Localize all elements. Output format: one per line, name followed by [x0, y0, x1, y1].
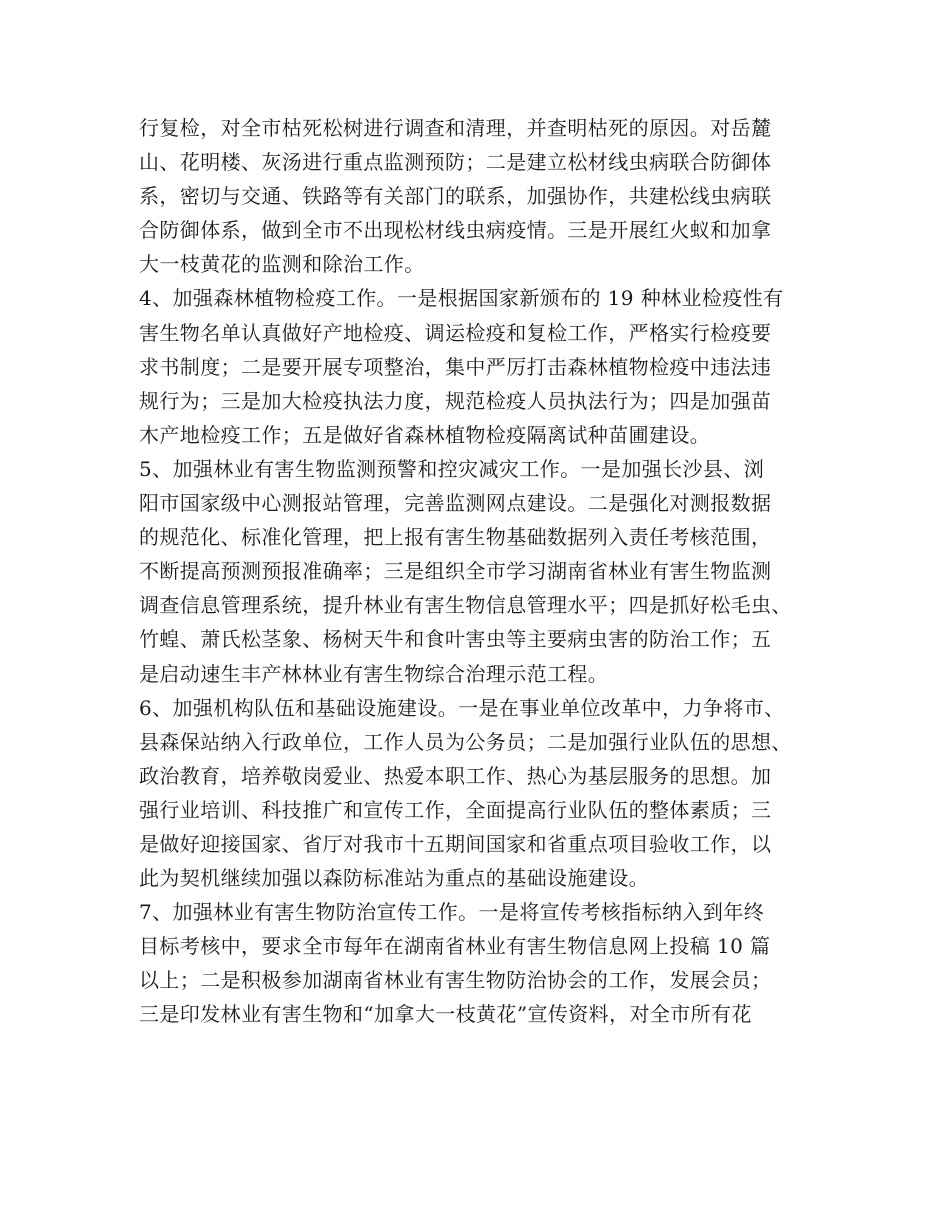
text-line: 木产地检疫工作；五是做好省森林植物检疫隔离试种苗圃建设。 [139, 422, 711, 447]
text-line: 目标考核中，要求全市每年在湖南省林业有害生物信息网上投稿 10 篇 [139, 934, 771, 959]
text-line: 害生物名单认真做好产地检疫、调运检疫和复检工作，严格实行检疫要 [139, 320, 772, 345]
document-body [139, 111, 829, 1032]
text-line: 调查信息管理系统，提升林业有害生物信息管理水平；四是抓好松毛虫、 [139, 593, 792, 618]
text-line: 三是印发林业有害生物和“加拿大一枝黄花”宣传资料，对全市所有花 [139, 1002, 752, 1027]
text-line: 县森保站纳入行政单位，工作人员为公务员；二是加强行业队伍的思想、 [139, 729, 792, 754]
text-line: 6、加强机构队伍和基础设施建设。一是在事业单位改革中，力争将市、 [139, 695, 785, 720]
text-line: 行复检，对全市枯死松树进行调查和清理，并查明枯死的原因。对岳麓 [139, 116, 772, 140]
text-line: 以上；二是积极参加湖南省林业有害生物防治协会的工作，发展会员； [139, 968, 772, 993]
text-line: 合防御体系，做到全市不出现松材线虫病疫情。三是开展红火蚁和加拿 [139, 218, 772, 243]
text-line: 竹蝗、萧氏松茎象、杨树天牛和食叶害虫等主要病虫害的防治工作；五 [139, 627, 772, 652]
text-line: 政治教育，培养敬岗爱业、热爱本职工作、热心为基层服务的思想。加 [139, 763, 772, 788]
text-line: 规行为；三是加大检疫执法力度，规范检疫人员执法行为；四是加强苗 [139, 388, 772, 413]
text-line: 强行业培训、科技推广和宣传工作，全面提高行业队伍的整体素质；三 [139, 797, 772, 822]
text-line: 阳市国家级中心测报站管理，完善监测网点建设。二是强化对测报数据 [139, 491, 772, 516]
text-line: 此为契机继续加强以森防标准站为重点的基础设施建设。 [139, 866, 649, 891]
text-line: 是做好迎接国家、省厅对我市十五期间国家和省重点项目验收工作，以 [139, 831, 772, 856]
text-line: 大一枝黄花的监测和除治工作。 [139, 252, 425, 277]
text-line: 5、加强林业有害生物监测预警和控灾减灾工作。一是加强长沙县、浏 [139, 456, 765, 481]
text-line: 的规范化、标准化管理，把上报有害生物基础数据列入责任考核范围， [139, 525, 772, 550]
text-line: 求书制度；二是要开展专项整治，集中严厉打击森林植物检疫中违法违 [139, 354, 772, 379]
text-line: 系，密切与交通、铁路等有关部门的联系，加强协作，共建松线虫病联 [139, 184, 772, 209]
text-line: 山、花明楼、灰汤进行重点监测预防；二是建立松材线虫病联合防御体 [139, 150, 772, 175]
text-line: 不断提高预测预报准确率；三是组织全市学习湖南省林业有害生物监测 [139, 559, 772, 584]
text-line: 是启动速生丰产林林业有害生物综合治理示范工程。 [139, 661, 609, 686]
text-line: 7、加强林业有害生物防治宣传工作。一是将宣传考核指标纳入到年终 [139, 900, 765, 925]
text-line: 4、加强森林植物检疫工作。一是根据国家新颁布的 19 种林业检疫性有 [139, 286, 784, 311]
